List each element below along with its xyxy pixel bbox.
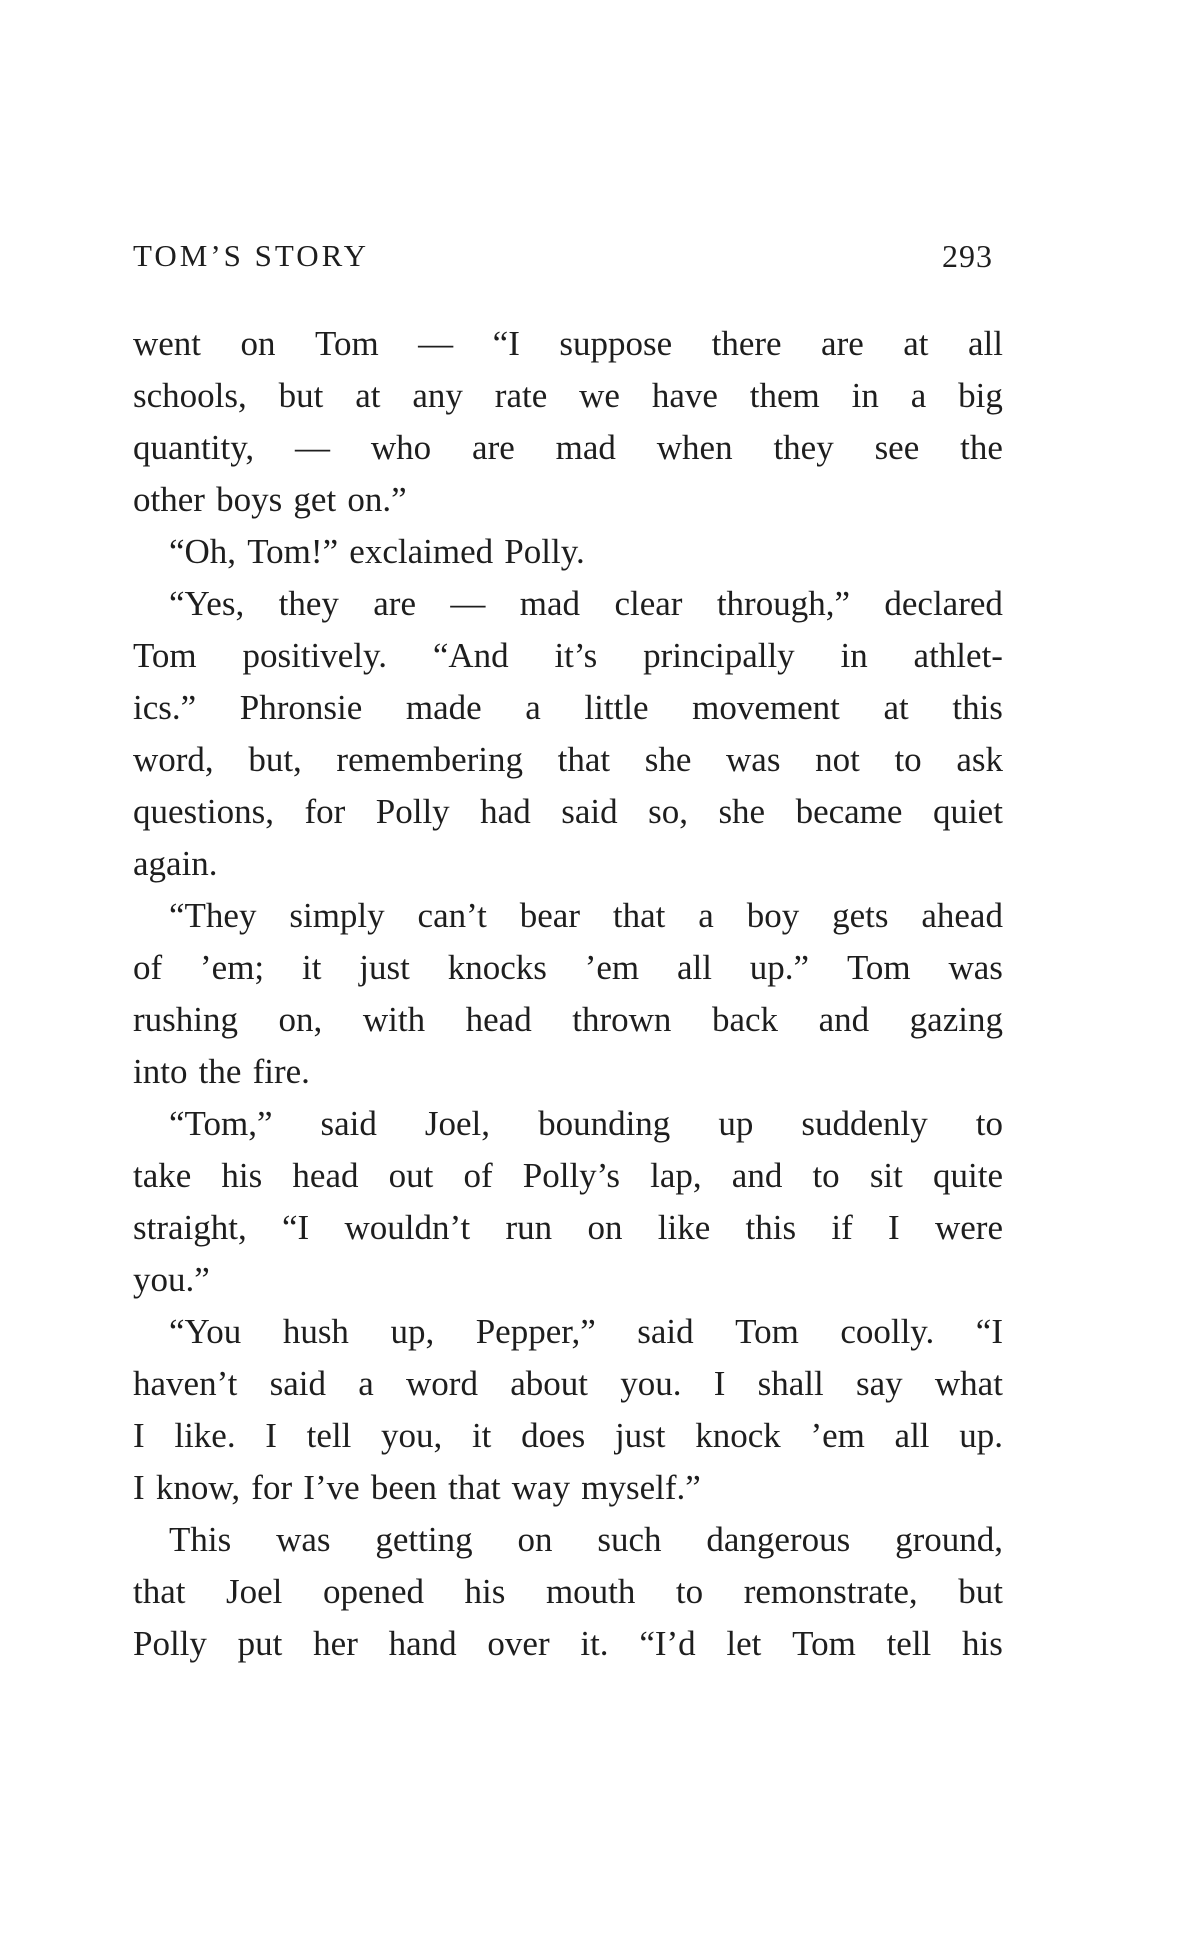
text-line xyxy=(133,422,1003,474)
word: was xyxy=(948,948,1003,987)
word: on xyxy=(517,1520,553,1559)
word: have xyxy=(651,376,718,415)
text-line xyxy=(133,1618,1003,1670)
word: mad xyxy=(555,428,616,467)
word: and xyxy=(731,1156,783,1195)
word: “I’d xyxy=(639,1624,696,1663)
word: myself.” xyxy=(581,1468,701,1507)
word: out xyxy=(388,1156,434,1195)
word: This xyxy=(169,1520,232,1559)
word: back xyxy=(711,1000,779,1039)
word: “I xyxy=(975,1312,1003,1351)
text-line xyxy=(133,838,1003,890)
word: been xyxy=(370,1468,437,1507)
text-line xyxy=(133,1254,1003,1306)
word: — xyxy=(450,584,486,623)
word: this xyxy=(952,688,1003,727)
word: but xyxy=(278,376,324,415)
text-line xyxy=(133,1462,1003,1514)
word: rate xyxy=(494,376,548,415)
word: ’em xyxy=(584,948,640,987)
text-line xyxy=(133,1566,1003,1618)
word: gets xyxy=(832,896,889,935)
text-line xyxy=(133,1150,1003,1202)
word: schools, xyxy=(133,376,247,415)
word: are xyxy=(821,324,864,363)
word: thrown xyxy=(572,1000,672,1039)
word: “And xyxy=(432,636,509,675)
text-line xyxy=(133,994,1003,1046)
word: said xyxy=(637,1312,694,1351)
word: Pepper,” xyxy=(475,1312,596,1351)
word: principally xyxy=(643,636,795,675)
word: you.” xyxy=(133,1260,210,1299)
word: up.” xyxy=(749,948,810,987)
word: on, xyxy=(278,1000,323,1039)
word: “I xyxy=(492,324,520,363)
word: I xyxy=(265,1416,277,1455)
word: that xyxy=(557,740,611,779)
word: Phronsie xyxy=(239,688,363,727)
word: on xyxy=(240,324,276,363)
word: quiet xyxy=(932,792,1003,831)
word: such xyxy=(597,1520,662,1559)
word: there xyxy=(711,324,782,363)
word: head xyxy=(465,1000,532,1039)
word: went xyxy=(133,324,202,363)
word: we xyxy=(579,376,620,415)
word: not xyxy=(815,740,860,779)
word: said xyxy=(561,792,618,831)
word: know, xyxy=(155,1468,241,1507)
text-line xyxy=(133,1202,1003,1254)
word: haven’t xyxy=(133,1364,238,1403)
word: does xyxy=(521,1416,586,1455)
word: word, xyxy=(133,740,214,779)
word: it. xyxy=(580,1624,609,1663)
word: are xyxy=(472,428,515,467)
word: that xyxy=(133,1572,186,1611)
text-line xyxy=(133,578,1003,630)
word: take xyxy=(133,1156,192,1195)
text-line xyxy=(133,318,1003,370)
word: what xyxy=(934,1364,1003,1403)
word: made xyxy=(405,688,482,727)
word: all xyxy=(894,1416,930,1455)
word: getting xyxy=(375,1520,473,1559)
word: a xyxy=(525,688,541,727)
word: — xyxy=(295,428,331,467)
word: Tom xyxy=(846,948,911,987)
word: but, xyxy=(248,740,302,779)
word: was xyxy=(276,1520,331,1559)
text-line xyxy=(133,734,1003,786)
word: again. xyxy=(133,844,218,883)
word: declared xyxy=(884,584,1003,623)
word: in xyxy=(840,636,868,675)
word: quite xyxy=(933,1156,1003,1195)
word: this xyxy=(745,1208,797,1247)
word: Joel, xyxy=(424,1104,491,1143)
word: to xyxy=(812,1156,840,1195)
word: I’ve xyxy=(303,1468,360,1507)
word: “I xyxy=(282,1208,310,1247)
word: movement xyxy=(692,688,840,727)
word: a xyxy=(358,1364,374,1403)
word: big xyxy=(958,376,1003,415)
word: with xyxy=(362,1000,426,1039)
word: tell xyxy=(886,1624,932,1663)
word: “Tom,” xyxy=(169,1104,273,1143)
word: Polly xyxy=(133,1624,207,1663)
word: his xyxy=(221,1156,263,1195)
text-line xyxy=(133,1046,1003,1098)
word: of xyxy=(133,948,163,987)
text-line xyxy=(133,1514,1003,1566)
word: head xyxy=(292,1156,359,1195)
word: lap, xyxy=(650,1156,702,1195)
word: all xyxy=(676,948,712,987)
word: I xyxy=(133,1416,145,1455)
word: suddenly xyxy=(801,1104,928,1143)
word: up. xyxy=(959,1416,1003,1455)
word: hand xyxy=(388,1624,457,1663)
word: I xyxy=(133,1468,145,1507)
word: can’t xyxy=(417,896,487,935)
word: “Yes, xyxy=(169,584,245,623)
word: Tom!” xyxy=(247,532,339,571)
word: it xyxy=(471,1416,492,1455)
text-line xyxy=(133,1098,1003,1150)
word: wouldn’t xyxy=(344,1208,471,1247)
text-line xyxy=(133,890,1003,942)
running-title: TOM’S STORY xyxy=(133,238,369,273)
word: hush xyxy=(282,1312,349,1351)
word: ground, xyxy=(895,1520,1003,1559)
word: was xyxy=(726,740,781,779)
word: bounding xyxy=(538,1104,671,1143)
word: to xyxy=(675,1572,704,1611)
text-line xyxy=(133,786,1003,838)
text-line xyxy=(133,682,1003,734)
word: boys xyxy=(216,480,283,519)
word: her xyxy=(313,1624,358,1663)
word: of xyxy=(463,1156,493,1195)
word: just xyxy=(359,948,410,987)
word: suppose xyxy=(559,324,673,363)
word: it’s xyxy=(554,636,598,675)
word: but xyxy=(958,1572,1003,1611)
word: “They xyxy=(169,896,257,935)
word: knocks xyxy=(447,948,547,987)
word: questions, xyxy=(133,792,274,831)
word: that xyxy=(448,1468,501,1507)
word: over xyxy=(487,1624,550,1663)
word: she xyxy=(718,792,766,831)
word: Tom xyxy=(315,324,379,363)
word: way xyxy=(511,1468,571,1507)
word: knock xyxy=(695,1416,781,1455)
word: let xyxy=(726,1624,762,1663)
word: mad xyxy=(519,584,581,623)
word: at xyxy=(903,324,929,363)
word: gazing xyxy=(909,1000,1003,1039)
word: that xyxy=(612,896,666,935)
word: tell xyxy=(306,1416,352,1455)
word: to xyxy=(894,740,922,779)
word: into xyxy=(133,1052,188,1091)
word: “Oh, xyxy=(169,532,237,571)
word: remonstrate, xyxy=(743,1572,918,1611)
word: about xyxy=(510,1364,588,1403)
word: the xyxy=(960,428,1003,467)
word: coolly. xyxy=(840,1312,935,1351)
word: mouth xyxy=(545,1572,636,1611)
running-head xyxy=(133,238,993,278)
word: for xyxy=(304,792,346,831)
word: so, xyxy=(648,792,688,831)
word: they xyxy=(773,428,834,467)
word: Tom xyxy=(133,636,197,675)
page-number: 293 xyxy=(942,238,993,274)
word: athlet- xyxy=(913,636,1003,675)
word: word xyxy=(406,1364,478,1403)
word: ’em xyxy=(810,1416,865,1455)
text-line xyxy=(133,474,1003,526)
word: Polly xyxy=(375,792,450,831)
word: exclaimed xyxy=(349,532,494,571)
word: opened xyxy=(322,1572,425,1611)
word: for xyxy=(251,1468,293,1507)
word: who xyxy=(370,428,432,467)
word: shall xyxy=(757,1364,824,1403)
word: Joel xyxy=(226,1572,283,1611)
word: other xyxy=(133,480,205,519)
word: like. xyxy=(174,1416,236,1455)
text-line xyxy=(133,630,1003,682)
word: are xyxy=(373,584,416,623)
word: I xyxy=(888,1208,900,1247)
text-line xyxy=(133,1358,1003,1410)
word: remembering xyxy=(336,740,524,779)
word: Polly’s xyxy=(522,1156,621,1195)
word: get xyxy=(293,480,337,519)
word: it xyxy=(301,948,322,987)
word: — xyxy=(418,324,454,363)
word: clear xyxy=(614,584,683,623)
word: ics.” xyxy=(133,688,197,727)
word: a xyxy=(698,896,714,935)
word: said xyxy=(320,1104,377,1143)
text-line xyxy=(133,526,1003,578)
word: if xyxy=(831,1208,853,1247)
word: put xyxy=(237,1624,283,1663)
word: rushing xyxy=(133,1000,238,1039)
word: any xyxy=(412,376,463,415)
word: you, xyxy=(381,1416,443,1455)
word: dangerous xyxy=(706,1520,851,1559)
word: simply xyxy=(289,896,385,935)
word: Tom xyxy=(735,1312,799,1351)
word: through,” xyxy=(716,584,850,623)
word: ahead xyxy=(921,896,1003,935)
word: you. xyxy=(620,1364,682,1403)
word: had xyxy=(480,792,531,831)
word: Tom xyxy=(792,1624,856,1663)
word: and xyxy=(818,1000,870,1039)
word: “You xyxy=(169,1312,242,1351)
word: in xyxy=(851,376,879,415)
word: when xyxy=(656,428,733,467)
word: Polly. xyxy=(504,532,585,571)
word: his xyxy=(464,1572,506,1611)
word: ask xyxy=(956,740,1003,779)
word: a xyxy=(910,376,927,415)
word: sit xyxy=(869,1156,903,1195)
word: became xyxy=(795,792,903,831)
word: to xyxy=(975,1104,1003,1143)
word: his xyxy=(962,1624,1003,1663)
word: them xyxy=(749,376,820,415)
word: quantity, xyxy=(133,428,255,467)
word: on xyxy=(587,1208,623,1247)
word: the xyxy=(198,1052,242,1091)
word: ’em; xyxy=(200,948,265,987)
word: all xyxy=(968,324,1003,363)
word: up xyxy=(718,1104,754,1143)
body-text xyxy=(133,318,1003,1670)
word: run xyxy=(505,1208,553,1247)
word: were xyxy=(934,1208,1003,1247)
word: fire. xyxy=(252,1052,310,1091)
text-line xyxy=(133,942,1003,994)
word: like xyxy=(657,1208,711,1247)
word: positively. xyxy=(242,636,388,675)
word: at xyxy=(883,688,909,727)
word: on.” xyxy=(347,480,407,519)
word: bear xyxy=(519,896,580,935)
word: I xyxy=(713,1364,726,1403)
word: boy xyxy=(746,896,800,935)
word: said xyxy=(269,1364,326,1403)
word: little xyxy=(584,688,649,727)
word: they xyxy=(278,584,339,623)
word: at xyxy=(355,376,381,415)
text-line xyxy=(133,1306,1003,1358)
text-line xyxy=(133,370,1003,422)
word: see xyxy=(874,428,920,467)
word: she xyxy=(644,740,692,779)
word: up, xyxy=(390,1312,435,1351)
word: just xyxy=(614,1416,666,1455)
word: straight, xyxy=(133,1208,247,1247)
text-line xyxy=(133,1410,1003,1462)
word: say xyxy=(855,1364,903,1403)
